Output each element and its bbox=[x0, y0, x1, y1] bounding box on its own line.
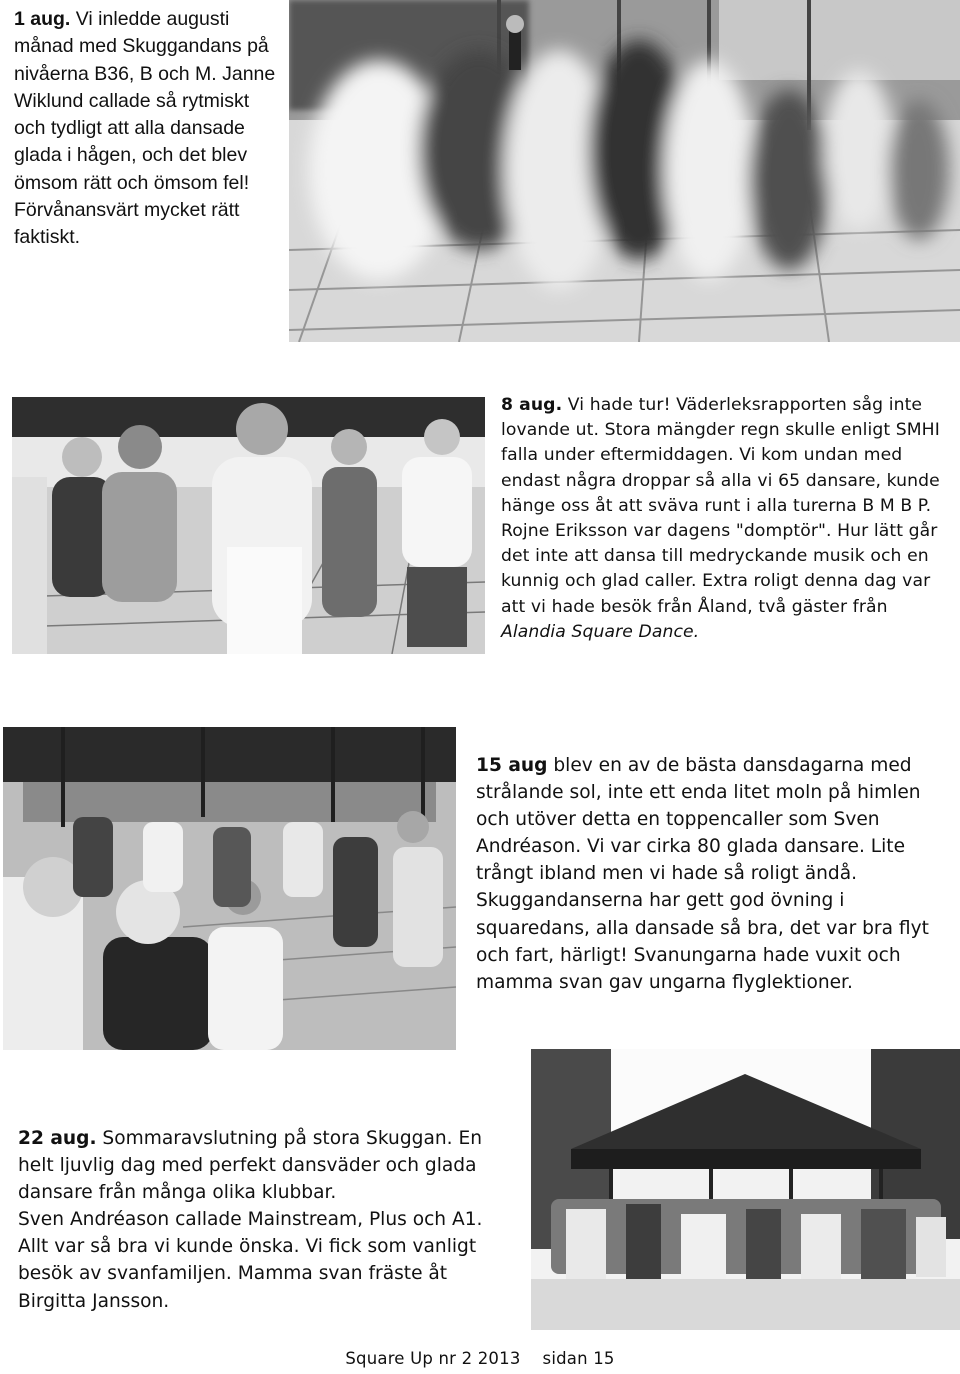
aug1-text: Vi inledde augusti månad med Skuggandans på nivåerna B36, B och M. Janne Wiklund callade så rytmiskt och tydligt att alla dansade glada i hågen, och det blev ömsom rätt och ömsom fel! Förvånansvärt mycket rätt faktiskt. bbox=[14, 8, 276, 249]
aug1-date: 1 aug. bbox=[14, 8, 71, 30]
aug15-text: blev en av de bästa dansdagarna med strålande sol, inte ett enda litet moln på himlen och utöver detta en toppencaller som Sven Andréason. Vi var cirka 80 glada dansare. Lite trångt ibland men vi hade så roligt ändå. Skuggandanserna har gett god övning i squaredans, alla dansade så bra, det var bra flyt och fart, härligt! Svanungarna hade vuxit och mamma svan gav ungarna flyglektioner. bbox=[476, 755, 929, 993]
aug22-paragraph bbox=[18, 1125, 518, 1315]
aug1-paragraph bbox=[14, 6, 276, 252]
footer-publication: Square Up nr 2 2013 bbox=[345, 1349, 521, 1368]
photo-dancers-closeup bbox=[12, 397, 485, 654]
photo-crowd-pavilion bbox=[3, 727, 456, 1050]
aug22-line3: Allt var så bra vi kunde önska. Vi fick som vanligt besök av svanfamiljen. Mamma svan fräste åt Birgitta Jansson. bbox=[18, 1236, 477, 1312]
aug8-paragraph bbox=[501, 393, 956, 645]
photo-blurred-dancers bbox=[289, 0, 960, 342]
aug8-club: Alandia Square Dance. bbox=[501, 621, 700, 642]
aug8-date: 8 aug. bbox=[501, 395, 563, 415]
aug22-line1: Sommaravslutning på stora Skuggan. En helt ljuvlig dag med perfekt dansväder och glada dansare från många olika klubbar. bbox=[18, 1128, 482, 1204]
aug8-text2: Rojne Eriksson var dagens "domptör". Hur lätt går det inte att dansa till medryckande musik och en kunnig och glad caller. Extra roligt denna dag var att vi hade besök från Åland, två gäster från bbox=[501, 521, 938, 617]
aug22-line2: Sven Andréason callade Mainstream, Plus och A1. bbox=[18, 1209, 483, 1231]
photo-group-pavilion bbox=[531, 1049, 960, 1330]
footer-page-number: sidan 15 bbox=[542, 1349, 615, 1368]
aug8-text1: Vi hade tur! Väderleksrapporten såg inte lovande ut. Stora mängder regn skulle enligt SMHI falla under eftermiddagen. Vi kom undan med endast några droppar så alla vi 65 dansare, kunde hänge oss åt att sväva runt i alla turerna B M B P. bbox=[501, 395, 940, 516]
aug15-paragraph bbox=[476, 752, 956, 996]
aug15-date: 15 aug bbox=[476, 755, 548, 776]
page-footer bbox=[0, 1349, 960, 1368]
aug22-date: 22 aug. bbox=[18, 1128, 97, 1149]
